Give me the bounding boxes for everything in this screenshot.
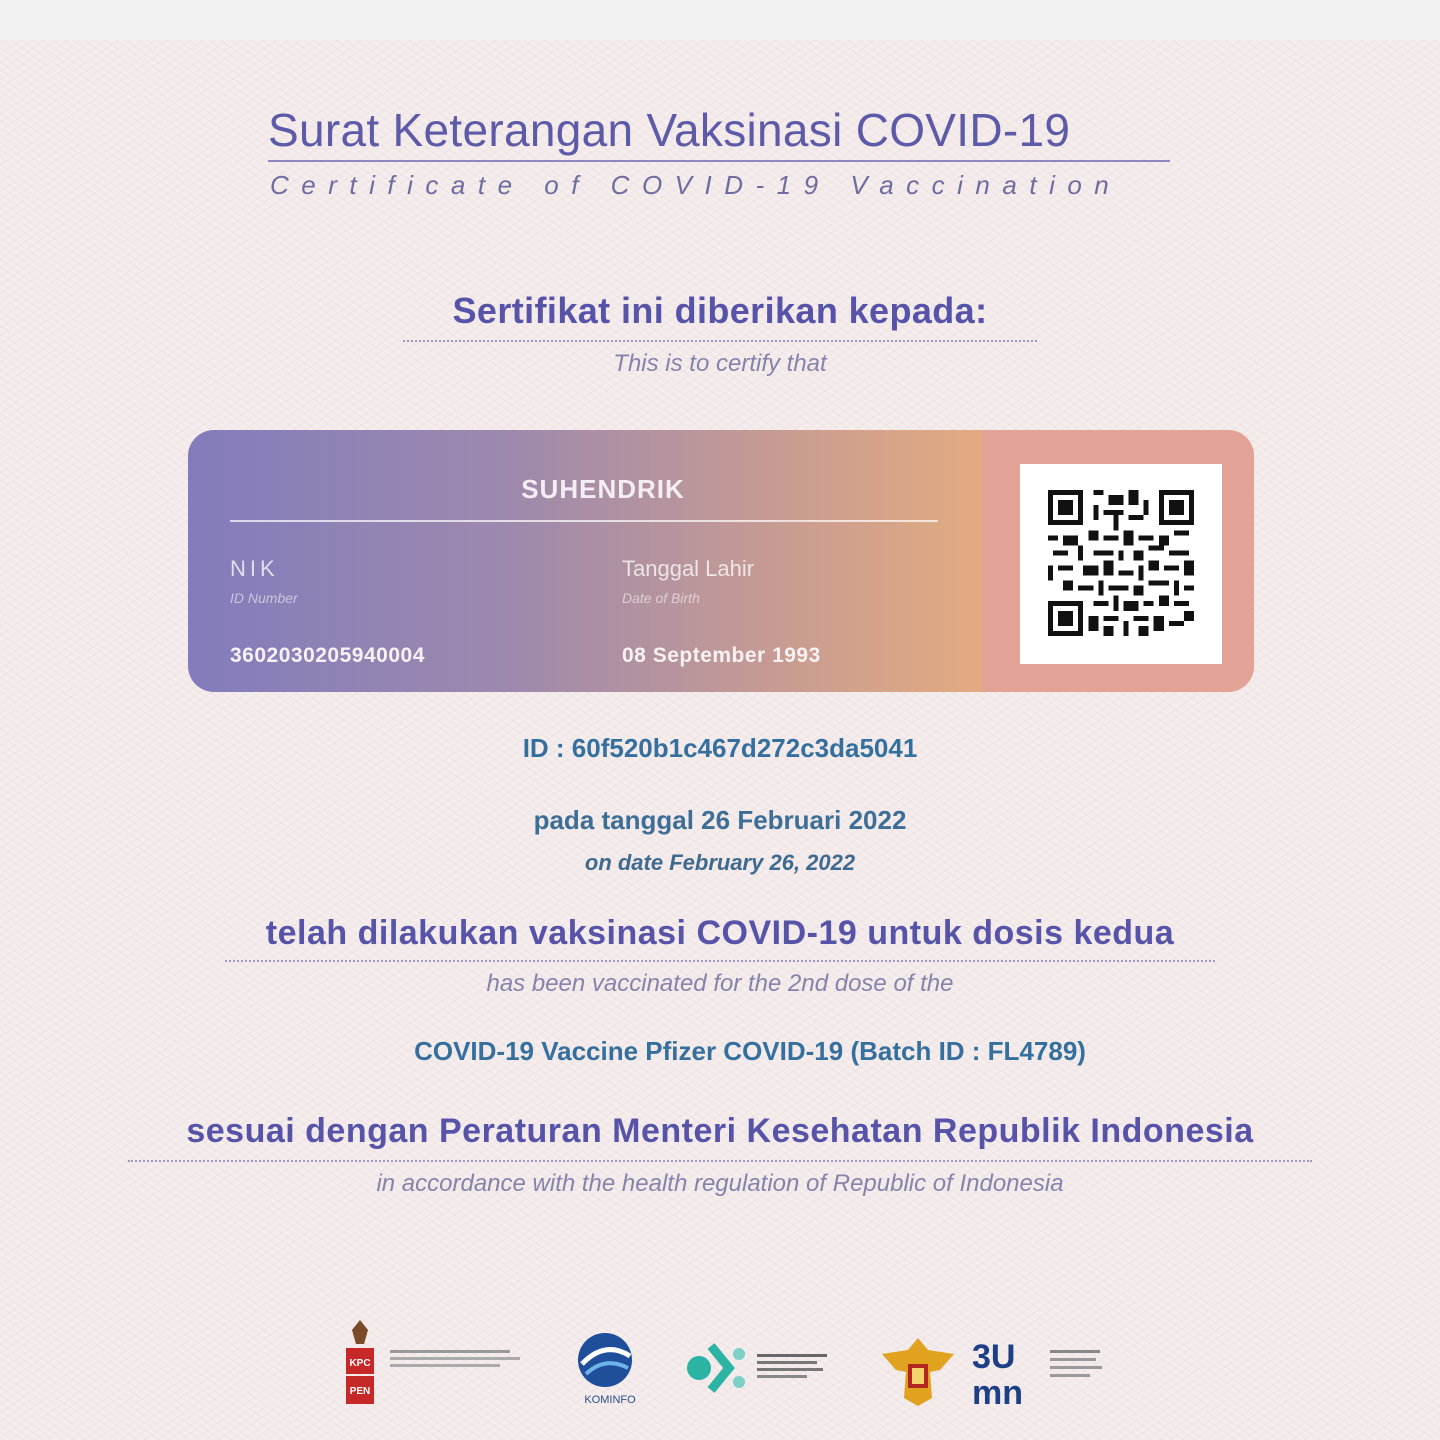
svg-text:3U: 3U	[972, 1338, 1016, 1376]
qr-code	[1020, 464, 1222, 664]
dob-label: Tanggal Lahir	[622, 556, 755, 581]
kemenkes-logo	[685, 1340, 845, 1400]
kominfo-label: KOMINFO	[584, 1394, 636, 1406]
dose-statement-english: has been vaccinated for the 2nd dose of the	[486, 970, 954, 997]
vaccination-date-english: on date February 26, 2022	[584, 850, 856, 875]
card-divider	[230, 520, 938, 522]
dose-statement: telah dilakukan vaksinasi COVID-19 untuk dosis kedua	[265, 914, 1175, 952]
kpcpen-emblem-icon	[340, 1316, 380, 1408]
intro-divider	[403, 340, 1037, 342]
recipient-name: SUHENDRIK	[521, 474, 685, 504]
intro-heading: Sertifikat ini diberikan kepada:	[452, 290, 988, 331]
title-divider	[268, 160, 1170, 162]
kominfo-logo	[570, 1330, 650, 1416]
regulation-statement-english: in accordance with the health regulation of Republic of Indonesia	[376, 1170, 1064, 1197]
nik-value: 3602030205940004	[230, 644, 425, 667]
recipient-card	[188, 430, 1254, 692]
kpcpen-logo	[340, 1316, 530, 1412]
svg-text:PEN: PEN	[349, 1386, 371, 1397]
certificate-title: Surat Keterangan Vaksinasi COVID-19	[268, 104, 1071, 156]
bumn-icon	[970, 1332, 1042, 1408]
svg-text:KPC: KPC	[349, 1358, 371, 1369]
kemenkes-icon	[685, 1340, 749, 1396]
regulation-divider	[128, 1160, 1312, 1162]
svg-text:mn: mn	[972, 1374, 1023, 1408]
dob-sublabel: Date of Birth	[622, 590, 700, 606]
dob-value: 08 September 1993	[622, 644, 821, 667]
garuda-logo	[878, 1330, 958, 1410]
dose-divider	[225, 960, 1215, 962]
nik-sublabel: ID Number	[230, 590, 298, 606]
certificate-id: ID : 60f520b1c467d272c3da5041	[522, 733, 918, 763]
bumn-logo	[970, 1332, 1110, 1412]
vaccination-date: pada tanggal 26 Februari 2022	[533, 805, 907, 835]
intro-subheading: This is to certify that	[613, 350, 827, 377]
partner-logos	[330, 1310, 1110, 1420]
qr-code-icon	[1048, 488, 1194, 638]
garuda-icon	[878, 1330, 958, 1410]
regulation-statement: sesuai dengan Peraturan Menteri Kesehatan Republik Indonesia	[186, 1112, 1254, 1150]
certificate-subtitle: Certificate of COVID-19 Vaccination	[270, 170, 1122, 200]
nik-label: NIK	[230, 556, 279, 581]
vaccine-info: COVID-19 Vaccine Pfizer COVID-19 (Batch ID : FL4789)	[414, 1036, 1086, 1066]
top-bar	[0, 0, 1440, 40]
kominfo-globe-icon	[570, 1330, 640, 1390]
